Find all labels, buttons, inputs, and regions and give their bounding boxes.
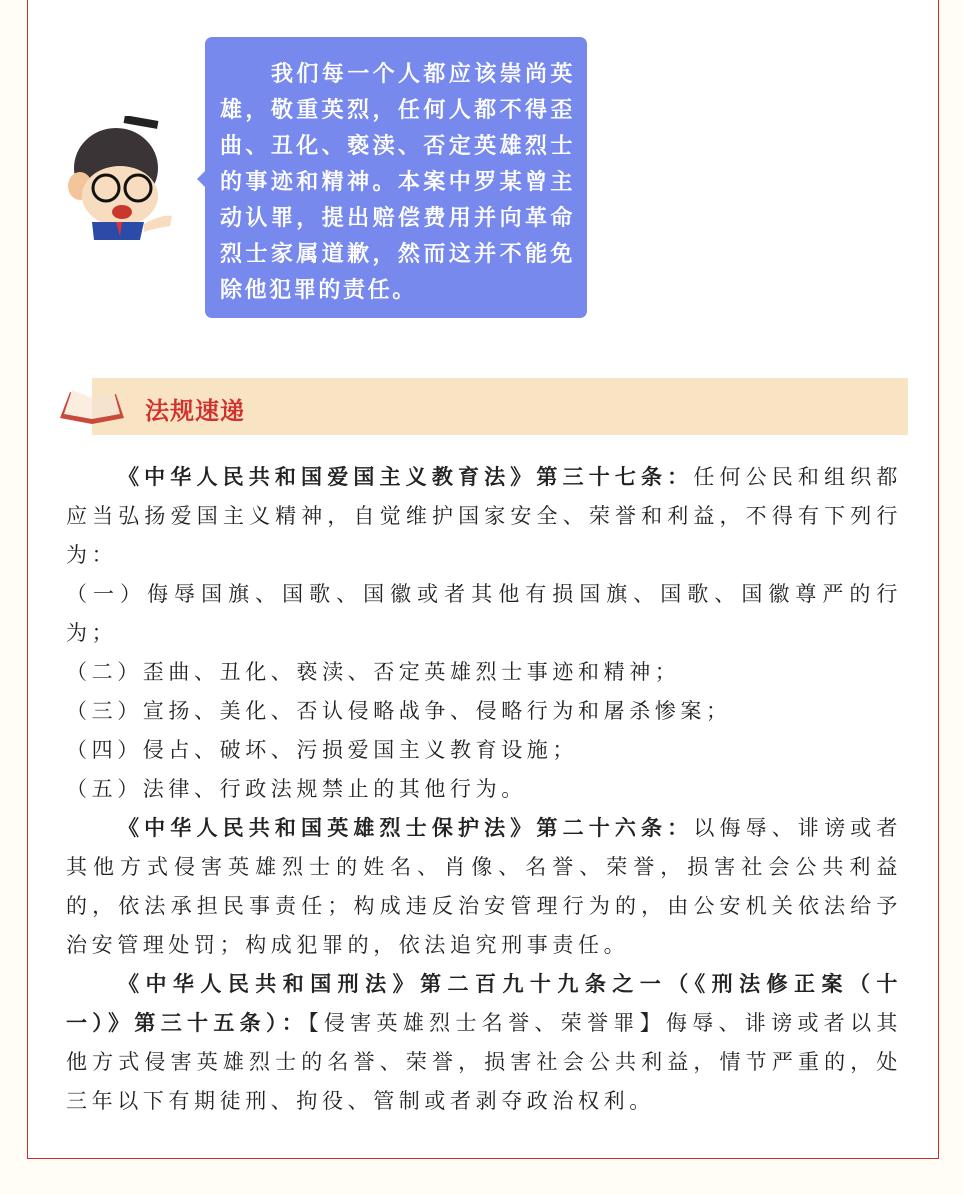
- law-title: 《中华人民共和国刑法》第二百九十九条之一（《刑法修正案（十一）》第三十五条）：: [66, 972, 902, 1035]
- law-article-1: [66, 458, 902, 575]
- list-item: （四）侵占、破坏、污损爱国主义教育设施；: [66, 738, 578, 762]
- law-title: 《中华人民共和国英雄烈士保护法》第二十六条：: [118, 816, 694, 840]
- list-item: （一）侮辱国旗、国歌、国徽或者其他有损国旗、国歌、国徽尊严的行为；: [66, 582, 902, 645]
- open-book-icon: [56, 388, 128, 426]
- law-content: 任何公民和组织都应当弘扬爱国主义精神，自觉维护国家安全、荣誉和利益，不得有下列行为：: [66, 465, 902, 567]
- cartoon-student-icon: [64, 116, 176, 240]
- law-article-2: [66, 809, 902, 965]
- list-item: （三）宣扬、美化、否认侵略战争、侵略行为和屠杀惨案；: [66, 699, 732, 723]
- law-title: 《中华人民共和国爱国主义教育法》第三十七条：: [118, 465, 694, 489]
- list-item: （五）法律、行政法规禁止的其他行为。: [66, 777, 527, 801]
- law-content: 【侵害英雄烈士名誉、荣誉罪】侮辱、诽谤或者以其他方式侵害英雄烈士的名誉、荣誉，损害社会公共利益，情节严重的，处三年以下有期徒刑、拘役、管制或者剥夺政治权利。: [66, 1011, 902, 1113]
- speech-bubble: 我们每一个人都应该崇尚英雄，敬重英烈，任何人都不得歪曲、丑化、亵渎、否定英雄烈士的事迹和精神。本案中罗某曾主动认罪，提出赔偿费用并向革命烈士家属道歉，然而这并不能免除他犯罪的责任。: [205, 37, 587, 318]
- list-item: （二）歪曲、丑化、亵渎、否定英雄烈士事迹和精神；: [66, 660, 681, 684]
- law-content: 以侮辱、诽谤或者其他方式侵害英雄烈士的姓名、肖像、名誉、荣誉，损害社会公共利益的，依法承担民事责任；构成违反治安管理行为的，由公安机关依法给予治安管理处罚；构成犯罪的，依法追究刑事责任。: [66, 816, 902, 957]
- section-title: 法规速递: [145, 397, 245, 425]
- law-article-3: [66, 965, 902, 1121]
- law-text: [66, 458, 902, 1121]
